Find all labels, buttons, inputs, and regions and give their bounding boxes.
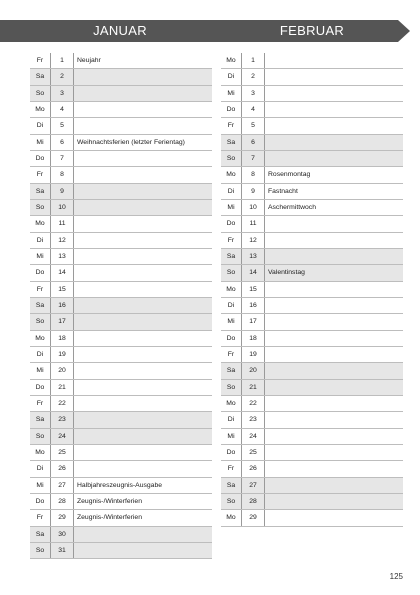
day-number-cell: 4: [51, 101, 74, 117]
event-cell: [265, 395, 404, 411]
day-number-cell: 10: [51, 199, 74, 215]
day-row: [30, 493, 212, 509]
weekday-cell: Do: [30, 493, 51, 509]
event-cell: [74, 265, 213, 281]
weekday-cell: Fr: [30, 53, 51, 69]
day-row: [30, 183, 212, 199]
event-cell: [74, 363, 213, 379]
day-number-cell: 6: [51, 134, 74, 150]
event-cell: [265, 281, 404, 297]
weekday-cell: Mo: [221, 510, 242, 526]
day-number-cell: 30: [51, 526, 74, 542]
day-row: [221, 281, 403, 297]
day-row: [221, 53, 403, 69]
weekday-cell: Do: [221, 216, 242, 232]
day-row: [30, 216, 212, 232]
day-number-cell: 17: [51, 314, 74, 330]
event-cell: [265, 248, 404, 264]
event-cell: [265, 150, 404, 166]
weekday-cell: So: [30, 85, 51, 101]
day-row: [30, 477, 212, 493]
weekday-cell: Sa: [30, 526, 51, 542]
weekday-cell: Sa: [30, 297, 51, 313]
day-number-cell: 15: [242, 281, 265, 297]
day-row: [221, 167, 403, 183]
event-cell: [74, 314, 213, 330]
weekday-cell: Mi: [221, 428, 242, 444]
weekday-cell: Sa: [30, 69, 51, 85]
event-cell: [265, 134, 404, 150]
weekday-cell: Mo: [221, 53, 242, 69]
event-cell: [265, 297, 404, 313]
weekday-cell: Di: [221, 297, 242, 313]
weekday-cell: Sa: [30, 412, 51, 428]
day-row: [30, 510, 212, 526]
event-cell: [74, 167, 213, 183]
weekday-cell: Mo: [30, 444, 51, 460]
event-cell: [74, 526, 213, 542]
day-row: [221, 85, 403, 101]
weekday-cell: Sa: [221, 477, 242, 493]
day-row: [221, 69, 403, 85]
event-cell: [265, 346, 404, 362]
event-cell: Fastnacht: [265, 183, 404, 199]
event-cell: [74, 297, 213, 313]
weekday-cell: Mo: [30, 101, 51, 117]
weekday-cell: So: [221, 150, 242, 166]
day-row: [221, 428, 403, 444]
weekday-cell: Mo: [30, 216, 51, 232]
event-cell: [265, 461, 404, 477]
calendar-february: [221, 53, 403, 527]
day-number-cell: 24: [242, 428, 265, 444]
event-cell: [74, 248, 213, 264]
day-number-cell: 13: [51, 248, 74, 264]
day-number-cell: 29: [242, 510, 265, 526]
event-cell: [74, 444, 213, 460]
event-cell: [74, 346, 213, 362]
weekday-cell: Mi: [221, 199, 242, 215]
day-row: [30, 53, 212, 69]
weekday-cell: Di: [30, 346, 51, 362]
month-title-februar: FEBRUAR: [279, 23, 345, 38]
event-cell: [265, 118, 404, 134]
event-cell: [74, 461, 213, 477]
day-row: [30, 199, 212, 215]
calendar-january: [30, 53, 212, 559]
weekday-cell: Di: [30, 118, 51, 134]
event-cell: [74, 85, 213, 101]
day-number-cell: 8: [51, 167, 74, 183]
day-row: [30, 461, 212, 477]
day-number-cell: 15: [51, 281, 74, 297]
event-cell: Rosenmontag: [265, 167, 404, 183]
day-row: [30, 134, 212, 150]
day-row: [30, 232, 212, 248]
day-row: [30, 395, 212, 411]
event-cell: [74, 232, 213, 248]
day-row: [221, 248, 403, 264]
weekday-cell: Di: [221, 183, 242, 199]
event-cell: [265, 314, 404, 330]
day-number-cell: 12: [51, 232, 74, 248]
weekday-cell: Mo: [221, 395, 242, 411]
day-row: [221, 412, 403, 428]
weekday-cell: Do: [30, 265, 51, 281]
day-number-cell: 3: [51, 85, 74, 101]
day-row: [221, 183, 403, 199]
day-row: [221, 330, 403, 346]
day-number-cell: 7: [51, 150, 74, 166]
day-number-cell: 31: [51, 542, 74, 558]
event-cell: [265, 53, 404, 69]
day-number-cell: 2: [242, 69, 265, 85]
day-number-cell: 5: [51, 118, 74, 134]
day-row: [221, 118, 403, 134]
day-number-cell: 14: [242, 265, 265, 281]
event-cell: [265, 69, 404, 85]
event-cell: [74, 69, 213, 85]
day-number-cell: 29: [51, 510, 74, 526]
day-number-cell: 18: [242, 330, 265, 346]
weekday-cell: Fr: [30, 167, 51, 183]
day-row: [221, 232, 403, 248]
weekday-cell: Do: [221, 330, 242, 346]
day-number-cell: 23: [242, 412, 265, 428]
day-number-cell: 21: [242, 379, 265, 395]
day-row: [30, 314, 212, 330]
weekday-cell: Fr: [30, 510, 51, 526]
day-number-cell: 25: [242, 444, 265, 460]
day-number-cell: 5: [242, 118, 265, 134]
event-cell: [74, 379, 213, 395]
event-cell: [265, 379, 404, 395]
day-row: [30, 69, 212, 85]
day-number-cell: 28: [51, 493, 74, 509]
day-row: [221, 314, 403, 330]
event-cell: Zeugnis-/Winterferien: [74, 493, 213, 509]
weekday-cell: Fr: [221, 461, 242, 477]
day-number-cell: 20: [242, 363, 265, 379]
weekday-cell: Fr: [221, 346, 242, 362]
event-cell: [265, 232, 404, 248]
weekday-cell: Do: [221, 444, 242, 460]
day-row: [221, 510, 403, 526]
day-row: [30, 428, 212, 444]
event-cell: [265, 101, 404, 117]
day-number-cell: 4: [242, 101, 265, 117]
day-row: [221, 199, 403, 215]
day-row: [30, 379, 212, 395]
weekday-cell: Do: [30, 379, 51, 395]
day-number-cell: 3: [242, 85, 265, 101]
day-row: [30, 412, 212, 428]
event-cell: [74, 199, 213, 215]
day-number-cell: 19: [242, 346, 265, 362]
weekday-cell: So: [221, 379, 242, 395]
event-cell: [74, 150, 213, 166]
day-row: [221, 101, 403, 117]
event-cell: [265, 428, 404, 444]
day-number-cell: 10: [242, 199, 265, 215]
day-number-cell: 27: [51, 477, 74, 493]
day-row: [221, 265, 403, 281]
day-row: [30, 346, 212, 362]
page-number: 125: [389, 572, 403, 581]
event-cell: Zeugnis-/Winterferien: [74, 510, 213, 526]
day-row: [30, 167, 212, 183]
day-row: [30, 85, 212, 101]
day-number-cell: 25: [51, 444, 74, 460]
day-number-cell: 16: [51, 297, 74, 313]
weekday-cell: Sa: [221, 134, 242, 150]
event-cell: [265, 412, 404, 428]
weekday-cell: Di: [30, 232, 51, 248]
day-number-cell: 17: [242, 314, 265, 330]
weekday-cell: So: [221, 493, 242, 509]
event-cell: [74, 412, 213, 428]
event-cell: [74, 183, 213, 199]
day-row: [221, 493, 403, 509]
weekday-cell: Sa: [30, 183, 51, 199]
day-row: [30, 248, 212, 264]
day-row: [221, 395, 403, 411]
weekday-cell: Mo: [30, 330, 51, 346]
day-row: [30, 118, 212, 134]
day-number-cell: 6: [242, 134, 265, 150]
day-number-cell: 19: [51, 346, 74, 362]
day-number-cell: 24: [51, 428, 74, 444]
weekday-cell: Di: [221, 412, 242, 428]
event-cell: [265, 330, 404, 346]
event-cell: [265, 216, 404, 232]
day-number-cell: 8: [242, 167, 265, 183]
day-number-cell: 16: [242, 297, 265, 313]
day-row: [221, 444, 403, 460]
weekday-cell: Mi: [30, 134, 51, 150]
day-number-cell: 14: [51, 265, 74, 281]
day-number-cell: 22: [51, 395, 74, 411]
day-number-cell: 18: [51, 330, 74, 346]
day-number-cell: 13: [242, 248, 265, 264]
event-cell: Aschermittwoch: [265, 199, 404, 215]
event-cell: [74, 118, 213, 134]
day-number-cell: 26: [242, 461, 265, 477]
event-cell: [265, 510, 404, 526]
day-number-cell: 9: [51, 183, 74, 199]
event-cell: [265, 493, 404, 509]
event-cell: [74, 330, 213, 346]
weekday-cell: Mi: [30, 363, 51, 379]
day-row: [30, 542, 212, 558]
day-row: [30, 363, 212, 379]
weekday-cell: Do: [221, 101, 242, 117]
event-cell: [265, 477, 404, 493]
day-row: [221, 346, 403, 362]
weekday-cell: Mi: [221, 85, 242, 101]
weekday-cell: So: [30, 314, 51, 330]
event-cell: [74, 281, 213, 297]
weekday-cell: So: [30, 542, 51, 558]
event-cell: [265, 85, 404, 101]
event-cell: [74, 101, 213, 117]
event-cell: [265, 444, 404, 460]
day-number-cell: 20: [51, 363, 74, 379]
event-cell: [74, 216, 213, 232]
day-number-cell: 1: [242, 53, 265, 69]
month-title-januar: JANUAR: [93, 23, 147, 38]
event-cell: [74, 428, 213, 444]
day-number-cell: 28: [242, 493, 265, 509]
weekday-cell: Mi: [221, 314, 242, 330]
weekday-cell: Fr: [221, 118, 242, 134]
weekday-cell: So: [221, 265, 242, 281]
event-cell: Neujahr: [74, 53, 213, 69]
event-cell: Valentinstag: [265, 265, 404, 281]
day-row: [221, 477, 403, 493]
day-row: [30, 297, 212, 313]
event-cell: [74, 542, 213, 558]
day-row: [221, 134, 403, 150]
day-number-cell: 2: [51, 69, 74, 85]
day-number-cell: 22: [242, 395, 265, 411]
day-number-cell: 12: [242, 232, 265, 248]
weekday-cell: Mo: [221, 281, 242, 297]
weekday-cell: Di: [221, 69, 242, 85]
day-row: [30, 444, 212, 460]
day-row: [30, 281, 212, 297]
day-number-cell: 21: [51, 379, 74, 395]
weekday-cell: Fr: [30, 395, 51, 411]
weekday-cell: Fr: [30, 281, 51, 297]
event-cell: Halbjahreszeugnis-Ausgabe: [74, 477, 213, 493]
day-row: [221, 363, 403, 379]
day-row: [221, 150, 403, 166]
day-row: [30, 330, 212, 346]
day-row: [30, 150, 212, 166]
weekday-cell: Sa: [221, 248, 242, 264]
weekday-cell: Mo: [221, 167, 242, 183]
day-number-cell: 1: [51, 53, 74, 69]
weekday-cell: Sa: [221, 363, 242, 379]
day-number-cell: 11: [242, 216, 265, 232]
day-row: [221, 379, 403, 395]
event-cell: [74, 395, 213, 411]
weekday-cell: So: [30, 428, 51, 444]
weekday-cell: Fr: [221, 232, 242, 248]
day-row: [30, 101, 212, 117]
weekday-cell: Do: [30, 150, 51, 166]
day-number-cell: 26: [51, 461, 74, 477]
event-cell: Weihnachtsferien (letzter Ferientag): [74, 134, 213, 150]
day-number-cell: 7: [242, 150, 265, 166]
weekday-cell: Mi: [30, 248, 51, 264]
day-row: [30, 526, 212, 542]
day-row: [221, 461, 403, 477]
day-row: [221, 216, 403, 232]
day-number-cell: 27: [242, 477, 265, 493]
day-number-cell: 23: [51, 412, 74, 428]
day-row: [221, 297, 403, 313]
day-number-cell: 9: [242, 183, 265, 199]
event-cell: [265, 363, 404, 379]
day-number-cell: 11: [51, 216, 74, 232]
day-row: [30, 265, 212, 281]
weekday-cell: Di: [30, 461, 51, 477]
weekday-cell: So: [30, 199, 51, 215]
weekday-cell: Mi: [30, 477, 51, 493]
